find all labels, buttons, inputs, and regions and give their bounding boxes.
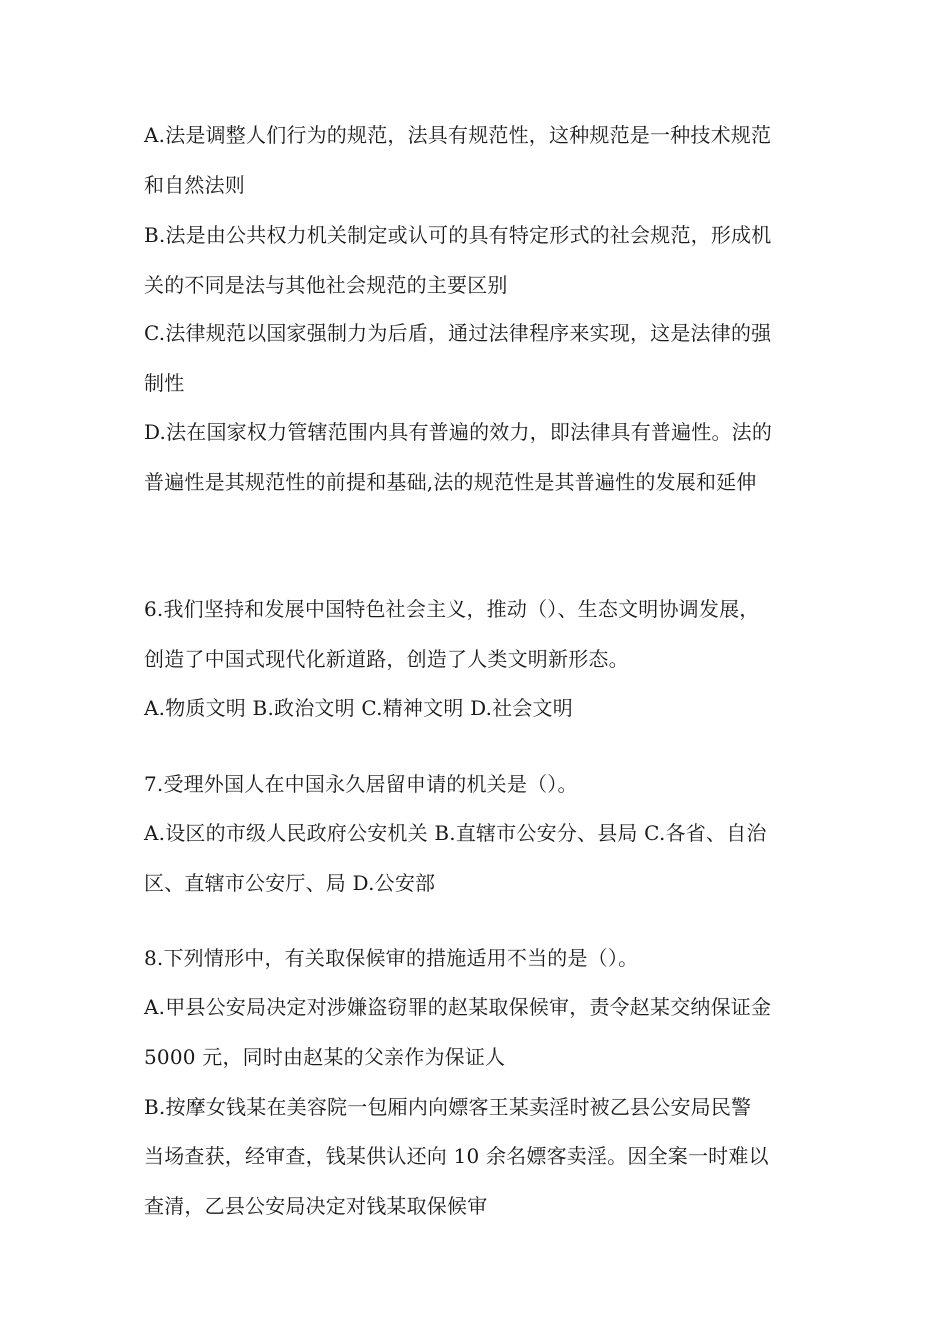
question-7-options-line-2: 区、直辖市公安厅、局 D.公安部: [144, 871, 436, 895]
option-5c-line-2: 制性: [144, 371, 185, 395]
option-5b-line-2: 关的不同是法与其他社会规范的主要区别: [144, 273, 508, 297]
question-7-options-line-1: A.设区的市级人民政府公安机关 B.直辖市公安分、县局 C.各省、自治: [144, 821, 767, 845]
option-5d-line-1: D.法在国家权力管辖范围内具有普遍的效力，即法律具有普遍性。法的: [144, 420, 773, 444]
option-5a-line-2: 和自然法则: [144, 173, 245, 197]
option-5a-line-1: A.法是调整人们行为的规范，法具有规范性，这种规范是一种技术规范: [144, 123, 772, 147]
question-6-line-2: 创造了中国式现代化新道路，创造了人类文明新形态。: [144, 647, 629, 671]
option-5d-line-2: 普遍性是其规范性的前提和基础,法的规范性是其普遍性的发展和延伸: [144, 470, 757, 494]
option-8b-line-3: 查清，乙县公安局决定对钱某取保候审: [144, 1194, 488, 1218]
option-8b-line-2: 当场查获，经审查，钱某供认还向 10 余名嫖客卖淫。因全案一时难以: [144, 1144, 769, 1168]
option-5c-line-1: C.法律规范以国家强制力为后盾，通过法律程序来实现，这是法律的强: [144, 321, 772, 345]
option-8a-line-2: 5000 元，同时由赵某的父亲作为保证人: [144, 1045, 506, 1069]
question-8-stem: 8.下列情形中，有关取保候审的措施适用不当的是（）。: [144, 946, 639, 970]
option-5b-line-1: B.法是由公共权力机关制定或认可的具有特定形式的社会规范，形成机: [144, 223, 772, 247]
option-8b-line-1: B.按摩女钱某在美容院一包厢内向嫖客王某卖淫时被乙县公安局民警: [144, 1095, 752, 1119]
question-7-stem: 7.受理外国人在中国永久居留申请的机关是（）。: [144, 772, 578, 796]
option-8a-line-1: A.甲县公安局决定对涉嫌盗窃罪的赵某取保候审，责令赵某交纳保证金: [144, 995, 772, 1019]
question-6-line-1: 6.我们坚持和发展中国特色社会主义，推动（）、生态文明协调发展，: [144, 597, 760, 621]
question-6-options: A.物质文明 B.政治文明 C.精神文明 D.社会文明: [144, 696, 573, 720]
